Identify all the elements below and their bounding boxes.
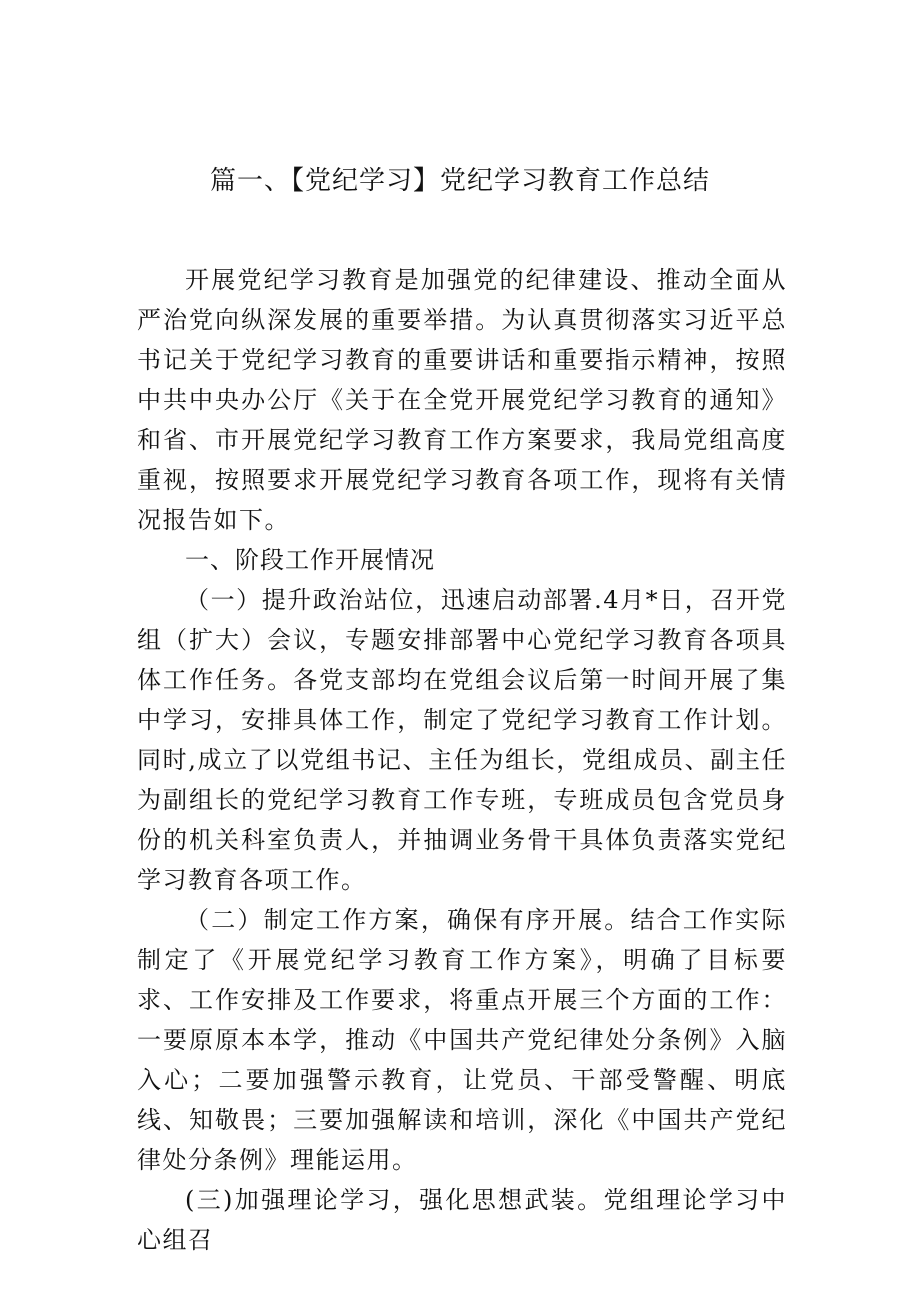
item-one-paragraph: （一）提升政治站位，迅速启动部署.4月*日，召开党组（扩大）会议，专题安排部署中心党纪学习教育各项具体工作任务。各党支部均在党组会议后第一时间开展了集中学习，安排具体工作，制定了党纪学习教育工作计划。同时,成立了以党组书记、主任为组长，党组成员、副主任为副组长的党纪学习教育工作专班，专班成员包含党员身份的机关科室负责人，并抽调业务骨干具体负责落实党纪学习教育各项工作。 (137, 586, 787, 894)
intro-paragraph: 开展党纪学习教育是加强党的纪律建设、推动全面从严治党向纵深发展的重要举措。为认真贯彻落实习近平总书记关于党纪学习教育的重要讲话和重要指示精神，按照中共中央办公厅《关于在全党开展党纪学习教育的通知》和省、市开展党纪学习教育工作方案要求，我局党组高度重视，按照要求开展党纪学习教育各项工作，现将有关情况报告如下。 (137, 266, 787, 534)
document-title: 篇一、【党纪学习】党纪学习教育工作总结 (209, 166, 710, 196)
item-three-paragraph: (三)加强理论学习，强化思想武装。党组理论学习中心组召 (137, 1186, 787, 1254)
section-heading: 一、阶段工作开展情况 (185, 546, 435, 574)
item-two-paragraph: （二）制定工作方案，确保有序开展。结合工作实际制定了《开展党纪学习教育工作方案》，明确了目标要求、工作安排及工作要求，将重点开展三个方面的工作：一要原原本本学，推动《中国共产党纪律处分条例》入脑入心；二要加强警示教育，让党员、干部受警醒、明底线、知敬畏；三要加强解读和培训，深化《中国共产党纪律处分条例》理能运用。 (137, 906, 787, 1174)
document-body (137, 260, 787, 1260)
